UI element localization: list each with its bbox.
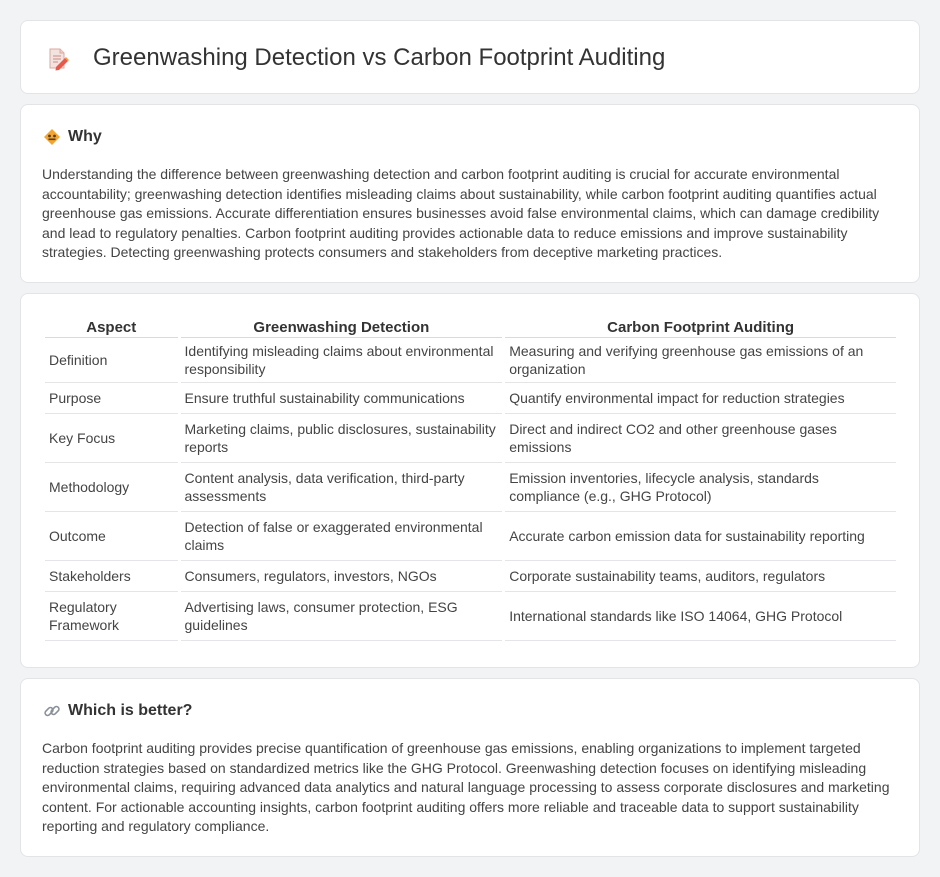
comparison-table-card [20,293,920,668]
table-row [45,561,896,592]
row-carbon: International standards like ISO 14064, GHG Protocol [505,592,896,641]
row-greenwashing: Ensure truthful sustainability communications [181,383,503,414]
row-carbon: Quantify environmental impact for reduction strategies [505,383,896,414]
table-row [45,592,896,641]
row-aspect: Regulatory Framework [45,592,178,641]
why-heading [43,127,102,147]
diamond-sign-icon [43,128,61,146]
row-carbon: Direct and indirect CO2 and other greenhouse gases emissions [505,414,896,463]
better-heading [43,701,192,721]
why-title: Why [68,128,102,145]
row-greenwashing: Consumers, regulators, investors, NGOs [181,561,503,592]
row-greenwashing: Marketing claims, public disclosures, sustainability reports [181,414,503,463]
which-is-better-section [20,678,920,857]
row-aspect: Key Focus [45,414,178,463]
link-icon [43,702,61,720]
row-aspect: Purpose [45,383,178,414]
why-body: Understanding the difference between greenwashing detection and carbon footprint auditing is crucial for accurate environmental accountability; greenwashing detection identifies misleading claims about sustainability, while carbon footprint auditing quantifies actual greenhouse gas emissions. Accurate differentiation ensures businesses avoid false environmental claims, which can damage credibility and lead to regulatory penalties. Carbon footprint auditing provides actionable data to reduce emissions and improve sustainability strategies. Detecting greenwashing protects consumers and stakeholders from deceptive marketing practices. [42,166,880,260]
column-header-aspect: Aspect [45,316,178,338]
comparison-table [42,316,899,641]
row-carbon: Measuring and verifying greenhouse gas emissions of an organization [505,338,896,383]
row-aspect: Outcome [45,512,178,561]
column-header-carbon: Carbon Footprint Auditing [505,316,896,338]
table-row [45,512,896,561]
row-greenwashing: Content analysis, data verification, third-party assessments [181,463,503,512]
row-aspect: Methodology [45,463,178,512]
row-aspect: Stakeholders [45,561,178,592]
better-title: Which is better? [68,702,193,719]
table-row [45,463,896,512]
row-greenwashing: Detection of false or exaggerated environmental claims [181,512,503,561]
row-carbon: Corporate sustainability teams, auditors, regulators [505,561,896,592]
table-row [45,338,896,383]
row-carbon: Emission inventories, lifecycle analysis, standards compliance (e.g., GHG Protocol) [505,463,896,512]
header-card [20,20,920,94]
why-section [20,104,920,283]
row-carbon: Accurate carbon emission data for sustainability reporting [505,512,896,561]
row-greenwashing: Identifying misleading claims about environmental responsibility [181,338,503,383]
page-title: Greenwashing Detection vs Carbon Footprint Auditing [93,44,666,71]
row-greenwashing: Advertising laws, consumer protection, ESG guidelines [181,592,503,641]
table-header-row [45,316,896,338]
row-aspect: Definition [45,338,178,383]
table-row [45,383,896,414]
better-body: Carbon footprint auditing provides precise quantification of greenhouse gas emissions, enabling organizations to implement targeted reduction strategies based on standardized metrics like the GHG Protocol. Greenwashing detection focuses on identifying misleading environmental claims, requiring advanced data analytics and natural language processing to assess corporate disclosures and marketing content. For actionable accounting insights, carbon footprint auditing offers more reliable and traceable data to support sustainability reporting and regulatory compliance. [42,740,890,834]
column-header-greenwashing: Greenwashing Detection [181,316,503,338]
table-row [45,414,896,463]
document-pencil-icon [47,47,69,71]
